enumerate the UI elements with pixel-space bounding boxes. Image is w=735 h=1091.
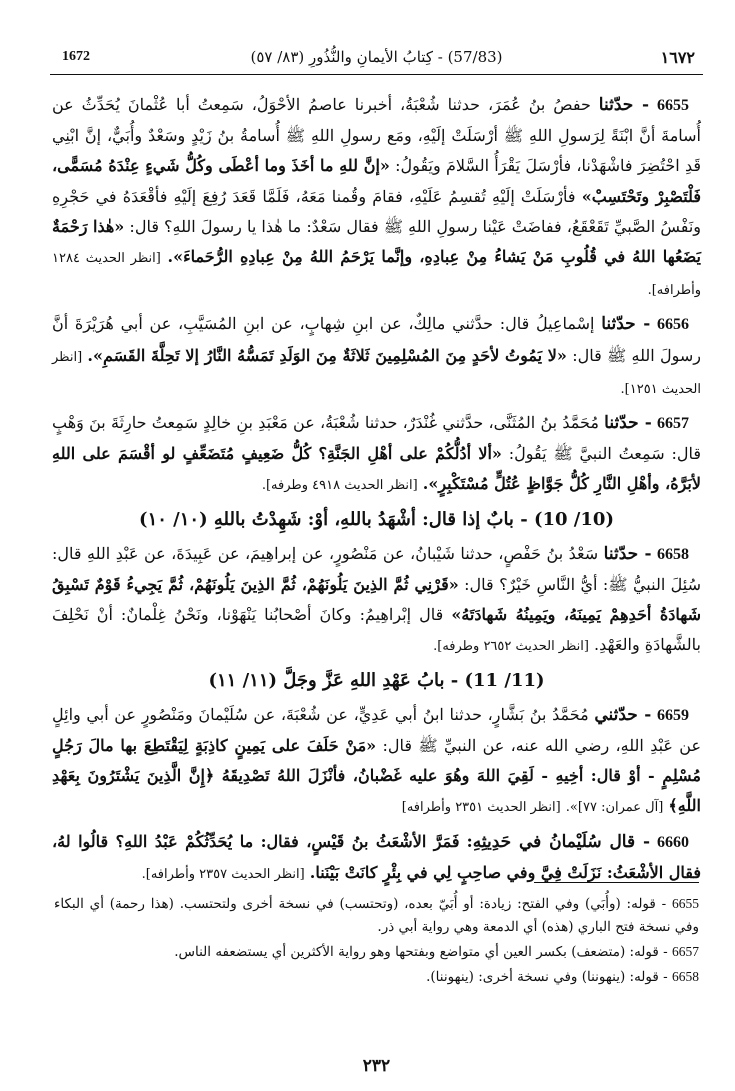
hadith-reference: [انظر الحديث ٢٦٥٢ وطرفه]. [433, 639, 589, 655]
hadith-text: مُحَمَّدُ بنُ بَشَّارٍ، حدثنا ابنُ أبي عَدِيٍّ، عن شُعْبَةَ، عن سُلَيْمانَ ومَنْصُورٍ عن أبي وائِلٍ عن عَبْدِ اللهِ، رضي الله عنه، عن النبيِّ ﷺ قال: [52, 704, 701, 756]
hadith-number: 6656 [657, 316, 690, 334]
footnote-6658 [54, 965, 699, 989]
hadith-keyword: - حدّثنا [601, 314, 651, 335]
footnotes [54, 892, 699, 990]
hadith-quote: «ألا أدُلُّكُمْ على أهْلِ الجَنَّةِ؟ كُلُّ ضَعِيفٍ مُتَضَعِّفٍ لو أقْسَمَ على اللهِ لأبَرَّهُ، وأهْلِ النَّارِ كُلُّ جَوَّاظٍ عُتُلٍّ مُسْتَكْبِرٍ». [52, 444, 701, 494]
footnote-number: 6658 [672, 969, 699, 984]
hadith-keyword: - حدّثنا [603, 543, 652, 564]
page-number-arabic: ١٦٧٢ [660, 48, 695, 67]
hadith-keyword: - قال سُلَيْمانُ في حَدِيثِهِ: [466, 831, 650, 852]
footnote-6655 [54, 892, 699, 939]
hadith-reference: [انظر الحديث ٢٣٥١ وأطرافه] [401, 800, 561, 816]
hadith-quote: «هٰذا رَحْمَةٌ يَضَعُها اللهُ في قُلُوبِ مَنْ يَشاءُ مِنْ عِبادِهِ، وإنَّما يَرْحَمُ اللهُ مِنْ عِبادِهِ الرُّحَماءَ». [52, 216, 701, 267]
hadith-quote: «إنَّ للهِ ما أخَذَ وما أعْطَى وكُلُّ شَيءٍ عِنْدَهُ مُسَمًّى، فَلْتَصْبِرْ وتَحْتَسِبْ» [52, 156, 702, 206]
hadith-reference: [انظر الحديث ٢٣٥٧ وأطرافه]. [141, 866, 305, 882]
footnote-number: 6657 [672, 944, 699, 959]
hadith-number: 6655 [657, 97, 690, 114]
hadith-number: 6660 [657, 833, 689, 851]
footnote-text: - قوله: (وأُبَي) وفي الفتح: زيادة: أو أُبَيّ بعده، (وتحتسب) في نسخة أخرى ولتحتسب. (هذا رحمة) أي البكاء وفي نسخة فتح الباري (هذه) أي الدمعة وهي رواية أبي ذر. [54, 896, 699, 935]
hadith-reference: [انظر الحديث ١٢٨٤ وأطرافه]. [52, 251, 701, 299]
page-number-latin: 1672 [62, 49, 90, 64]
hadith-6660 [52, 827, 701, 890]
hadith-6657 [52, 408, 701, 502]
running-header [50, 44, 703, 75]
hadith-text: حفصُ بنُ عُمَرَ، حدثنا شُعْبَةُ، أخبرنا عاصمُ الأحْوَلُ، سَمِعتُ أبا عُثْمانَ يُحَدِّثُ عن أُسامةَ أنَّ ابْنَةً لِرَسولِ اللهِ ﷺ أرْسَلَتْ إلَيْهِ، ومَع رسولِ اللهِ ﷺ أُسامةُ بنُ زَيْدٍ وسَعْدٌ وأُبَيٌّ، إنَّ ابْنِي قَدِ احْتُضِرَ فاشْهَدْنا، فأرْسَلَ يَقْرَأُ السَّلامَ ويَقُولُ: [52, 95, 701, 176]
footnote-text: - قوله: (متضعف) بكسر العين أي متواضع وبفتحها وهو رواية الأكثرين أي يستضعفه الناس. [174, 944, 668, 960]
footnote-separator [534, 882, 699, 883]
hadith-text-continued: فأرْسَلَتْ إلَيْهِ تُقسِمُ عَلَيْهِ، فقامَ وقُمنا مَعَهُ، فَلَمَّا قَعَدَ رُفِعَ إلَيْهِ فأقْعَدَهُ في حَجْرِهِ ونَفْسُ الصَّبيِّ تَقَعْقَعُ، ففاضَتْ عَيْنا رسولِ اللهِ ﷺ فقال سَعْدٌ: ما هٰذا يا رسولَ اللهِ؟ قال: [52, 186, 702, 236]
hadith-text: فَمَرَّ الأشْعَثُ بنُ قَيْسٍ، فقال: ما يُحَدِّثُكُمْ عَبْدُ اللهِ؟ قالُوا لهُ، فقال الأشْعَثُ: نَزَلَتْ فِيَّ وفي صاحِبٍ لِي في بِئْرٍ كانَتْ بَيْنَنا. [52, 831, 701, 882]
hadith-6655 [52, 90, 701, 306]
hadith-text: مُحَمَّدُ بنُ المُثَنَّى، حدَّثني غُنْدَرٌ، حدثنا شُعْبَةُ، عن مَعْبَدِ بنِ خالِدٍ سَمِعتُ حارِثَةَ بنَ وَهْبٍ قال: سَمِعتُ النبيَّ ﷺ يَقُولُ: [52, 413, 702, 464]
hadith-keyword: - حدّثنا [604, 413, 652, 434]
book-page [50, 44, 703, 1074]
hadith-text: سَعْدُ بنُ حَفْصٍ، حدثنا شَيْبانُ، عن مَنْصُورٍ، عن إبراهِيمَ، عن عَبِيدَةَ، عن عَبْدِ اللهِ قال: سُئِلَ النبيُّ ﷺ: أيُّ النَّاسِ خَيْرٌ؟ قال: [52, 543, 702, 595]
hadith-number: 6657 [657, 415, 689, 433]
quran-reference: [آل عمران: ٧٧]». [565, 800, 664, 816]
hadith-text: إسْماعِيلُ قال: حدَّثني مالِكٌ، عن ابنِ شِهابٍ، عن ابنِ المُسَيَّبِ، عن أبي هُرَيْرَةَ أنَّ رسولَ اللهِ ﷺ قال: [52, 314, 702, 365]
folio-number: ٢٣٢ [362, 1056, 391, 1076]
footnote-6657 [54, 940, 699, 964]
hadith-keyword: - حدّثني [594, 704, 652, 725]
footnote-number: 6655 [672, 896, 700, 911]
main-text [50, 90, 703, 890]
hadith-keyword: - حدّثنا [598, 95, 650, 115]
hadith-quote: «مَنْ حَلَفَ على يَمِينٍ كاذِبَةٍ لِيَقْتَطِعَ بها مالَ رَجُلٍ مُسْلِمٍ - أوْ قال: أخِيهِ - لَقِيَ اللهَ وهُوَ عليه غَضْبانُ، فأنْزَلَ اللهُ تَصْدِيقَهُ ﴿إِنَّ الَّذِينَ يَشْتَرُونَ بِعَهْدِ اللَّهِ﴾ [52, 736, 701, 816]
hadith-text-continued: قال إبْراهِيمُ: وكانَ أصْحابُنا يَنْهَوْنا، ونَحْنُ غِلْمانٌ: أنْ نَحْلِفَ بالشَّهادَةِ والعَهْدِ. [52, 605, 701, 655]
running-title: (57/83) - كِتابُ الأيمانِ والنُّذُورِ (٨٣/ ٥٧) [250, 48, 503, 66]
hadith-quote: «لا يَمُوتُ لأحَدٍ مِنَ المُسْلِمِينَ ثَلاثَةٌ مِنَ الوَلَدِ تَمَسُّهُ النَّارُ إلا تَحِلَّةَ القَسَمِ». [87, 345, 567, 365]
footnote-text: - قوله: (ينهوننا) وفي نسخة أخرى: (ينهوننا). [426, 969, 668, 985]
hadith-number: 6658 [656, 545, 689, 563]
hadith-number: 6659 [657, 706, 690, 724]
hadith-reference: [انظر الحديث ١٢٥١]. [52, 349, 701, 397]
hadith-quote: «قَرْنِي ثُمَّ الذِينَ يَلُونَهُمْ، ثُمَّ الذِينَ يَلُونَهُمْ، ثُمَّ يَجِيءُ قَوْمٌ تَسْبِقُ شَهادَةُ أحَدِهِمْ يَمِينَهُ، ويَمِينُهُ شَهادَتَهُ» [52, 575, 702, 625]
hadith-6658 [52, 539, 701, 663]
hadith-6656 [52, 309, 701, 405]
chapter-heading-10: (10/ 10) - بابٌ إذا قال: أشْهَدُ باللهِ، أوْ: شَهِدْتُ باللهِ (١٠/ ١٠) [139, 508, 614, 530]
hadith-6659 [52, 700, 701, 824]
chapter-heading-11: (11/ 11) - بابُ عَهْدِ اللهِ عَزَّ وجَلَّ (١١/ ١١) [208, 669, 545, 691]
hadith-reference: [انظر الحديث ٤٩١٨ وطرفه]. [261, 478, 418, 494]
